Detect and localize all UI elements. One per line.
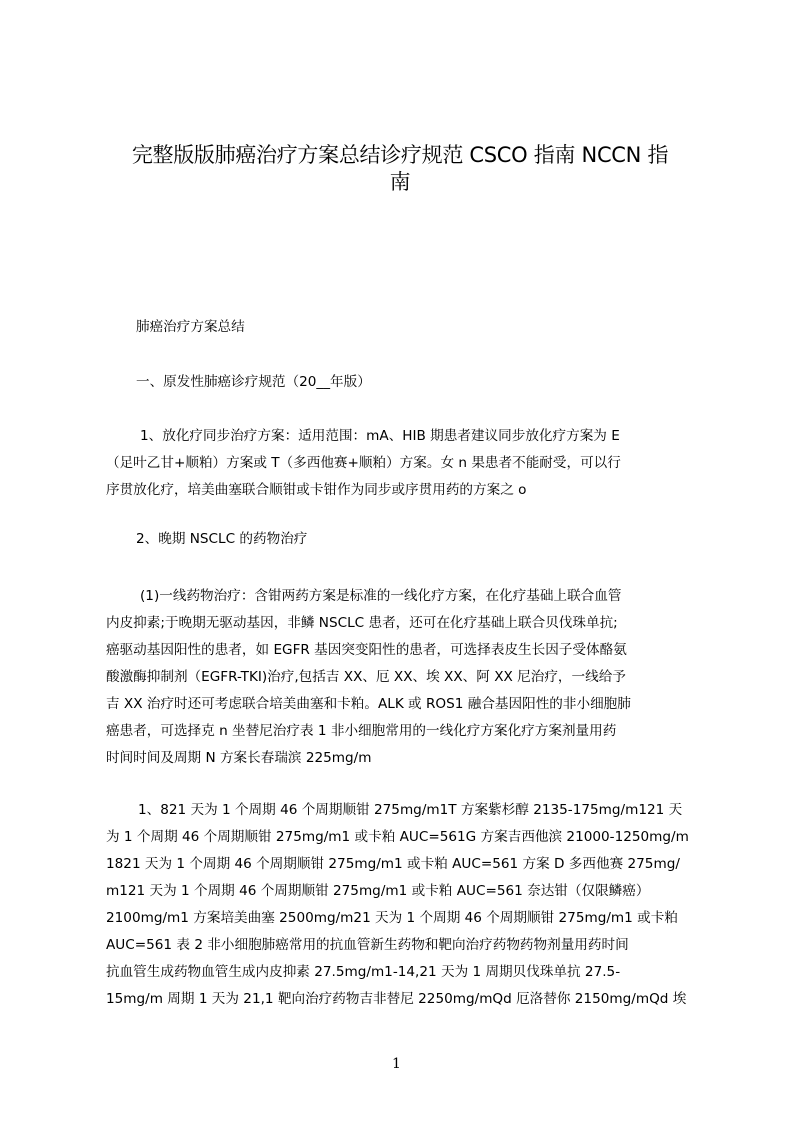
paragraph-line: 15mg/m 周期 1 天为 21,1 靶向治疗药物吉非替尼 2250mg/mQd 厄洛替你 2150mg/mQd 埃: [106, 991, 687, 1007]
title-line: 南: [389, 170, 411, 194]
paragraph-line: （足叶乙甘+顺粕）方案或 T（多西他赛+顺粕）方案。女 n 果患者不能耐受，可以行: [106, 455, 621, 471]
paragraph-line: m121 天为 1 个周期 46 个周期顺钳 275mg/m1 或卡粕 AUC=561 奈达钳（仅限鳞癌）: [106, 883, 650, 899]
paragraph-line: 1、821 天为 1 个周期 46 个周期顺钳 275mg/m1T 方案紫杉醇 2135-175mg/m121 天: [138, 802, 683, 818]
paragraph-line: 酸激酶抑制剂（EGFR-TKI)治疗,包括吉 XX、厄 XX、埃 XX、阿 XX 尼治疗，一线给予: [106, 669, 626, 685]
paragraph-line: 2100mg/m1 方案培美曲塞 2500mg/m21 天为 1 个周期 46 个周期顺钳 275mg/m1 或卡粕: [106, 910, 678, 926]
document-title: [100, 142, 700, 196]
title-line: 完整版版肺癌治疗方案总结诊疗规范 CSCO 指南 NCCN 指: [131, 143, 669, 167]
section-heading-primary-lung-cancer: 一、原发性肺癌诊疗规范（20__年版）: [136, 374, 371, 390]
paragraph-line: 1、放化疗同步治疗方案：适用范围：mA、HIB 期患者建议同步放化疗方案为 E: [140, 428, 620, 444]
paragraph-line: 时间时间及周期 N 方案长春瑞滨 225mg/m: [106, 750, 372, 766]
section-heading-advanced-nsclc: 2、晚期 NSCLC 的药物治疗: [136, 531, 308, 547]
paragraph-line: 吉 XX 治疗时还可考虑联合培美曲塞和卡粕。ALK 或 ROS1 融合基因阳性的非小细胞肺: [106, 696, 631, 712]
paragraph-line: 癌驱动基因阳性的患者，如 EGFR 基因突变阳性的患者，可选择表皮生长因子受体酪氨: [106, 642, 627, 658]
paragraph-line: 抗血管生成药物血管生成内皮抑素 27.5mg/m1-14,21 天为 1 周期贝伐珠单抗 27.5-: [106, 964, 621, 980]
paragraph-line: 1821 天为 1 个周期 46 个周期顺钳 275mg/m1 或卡粕 AUC=561 方案 D 多西他赛 275mg/: [106, 856, 680, 872]
paragraph-line: 为 1 个周期 46 个周期顺钳 275mg/m1 或卡粕 AUC=561G 方案吉西他滨 21000-1250mg/m: [106, 829, 689, 845]
paragraph-line: (1)一线药物治疗：含钳两药方案是标准的一线化疗方案，在化疗基础上联合血管: [140, 588, 622, 604]
summary-heading: 肺癌治疗方案总结: [136, 319, 245, 335]
paragraph-line: 内皮抑素;于晚期无驱动基因，非鳞 NSCLC 患者，还可在化疗基础上联合贝伐珠单抗;: [106, 615, 618, 631]
page-number: 1: [392, 1056, 401, 1072]
paragraph-line: AUC=561 表 2 非小细胞肺癌常用的抗血管新生药物和靶向治疗药物药物剂量用药时间: [106, 937, 629, 953]
paragraph-line: 序贯放化疗，培美曲塞联合顺钳或卡钳作为同步或序贯用药的方案之 o: [106, 482, 527, 498]
paragraph-line: 癌患者，可选择克 n 坐替尼治疗表 1 非小细胞常用的一线化疗方案化疗方案剂量用药: [106, 723, 617, 739]
